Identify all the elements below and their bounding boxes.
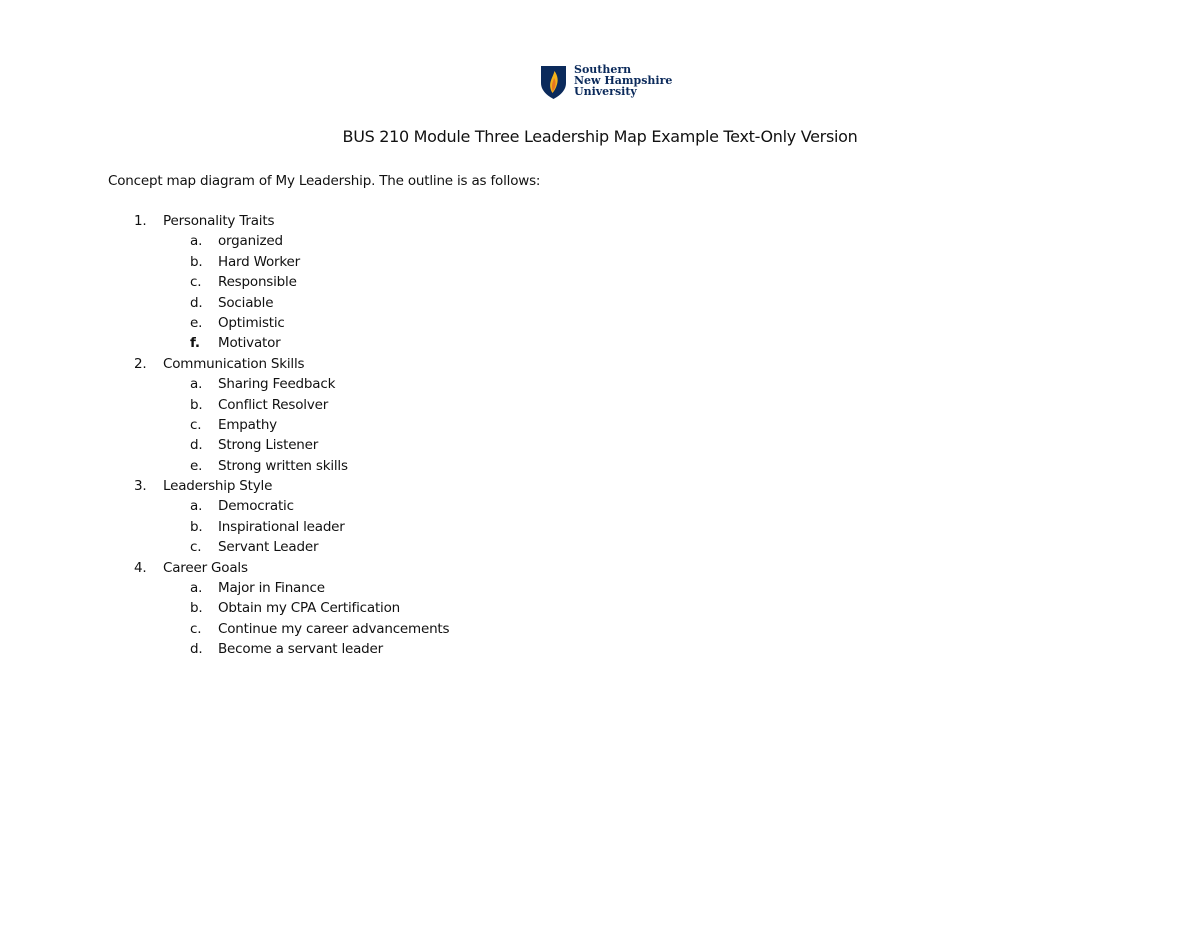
item-letter: b.	[190, 518, 203, 535]
list-item	[134, 415, 449, 435]
item-letter: e.	[190, 457, 203, 474]
item-text: Hard Worker	[218, 253, 300, 270]
list-item	[134, 272, 449, 292]
flame-shield-icon	[540, 65, 567, 100]
logo-line-2: New Hampshire	[574, 74, 673, 87]
section-label: Leadership Style	[163, 478, 273, 495]
section-number: 4.	[134, 559, 147, 576]
item-text: Conflict Resolver	[218, 396, 329, 413]
item-text: Major in Finance	[218, 580, 325, 597]
section-career-goals	[134, 558, 449, 578]
item-letter: c.	[190, 416, 202, 433]
list-item	[134, 496, 449, 516]
item-text: Empathy	[218, 416, 277, 433]
logo-line-1: Southern	[574, 63, 632, 76]
item-text: Democratic	[218, 498, 294, 515]
item-letter: b.	[190, 396, 203, 413]
item-letter: d.	[190, 437, 203, 454]
item-text: Servant Leader	[218, 539, 319, 556]
item-letter: c.	[190, 539, 202, 556]
intro-paragraph: Concept map diagram of My Leadership. The outline is as follows:	[108, 173, 541, 189]
item-text: Obtain my CPA Certification	[218, 600, 401, 617]
item-text: Become a servant leader	[218, 641, 384, 658]
list-item	[134, 578, 449, 598]
item-text: Optimistic	[218, 314, 285, 331]
item-letter: a.	[190, 376, 203, 393]
section-label: Personality Traits	[163, 213, 275, 229]
list-item	[134, 619, 449, 639]
list-item	[134, 252, 449, 272]
list-item	[134, 374, 449, 394]
section-number: 1.	[134, 213, 147, 229]
list-item	[134, 598, 449, 618]
item-text: Continue my career advancements	[218, 620, 450, 637]
item-letter: e.	[190, 314, 203, 331]
section-leadership-style	[134, 476, 449, 496]
item-text: Strong Listener	[218, 437, 319, 454]
item-text: Strong written skills	[218, 457, 348, 474]
item-letter: c.	[190, 620, 202, 637]
list-item	[134, 517, 449, 537]
item-text: Inspirational leader	[218, 518, 345, 535]
item-letter: f.	[190, 335, 200, 352]
item-letter: a.	[190, 580, 203, 597]
list-item	[134, 435, 449, 455]
item-letter: d.	[190, 294, 203, 311]
section-communication-skills	[134, 354, 449, 374]
item-letter: b.	[190, 253, 203, 270]
item-letter: b.	[190, 600, 203, 617]
section-personality-traits	[134, 211, 449, 231]
item-text: organized	[218, 233, 283, 250]
item-text: Responsible	[218, 274, 297, 291]
leadership-outline	[134, 211, 449, 660]
list-item	[134, 537, 449, 557]
list-item	[134, 313, 449, 333]
section-number: 3.	[134, 478, 147, 495]
section-label: Career Goals	[163, 559, 248, 576]
list-item	[134, 333, 449, 353]
logo-wordmark	[574, 64, 672, 97]
snhu-logo	[540, 65, 672, 100]
list-item	[134, 231, 449, 251]
list-item	[134, 456, 449, 476]
section-label: Communication Skills	[163, 355, 305, 372]
list-item	[134, 395, 449, 415]
list-item	[134, 293, 449, 313]
document-title: BUS 210 Module Three Leadership Map Example Text-Only Version	[342, 127, 858, 146]
item-text: Motivator	[218, 335, 281, 352]
item-letter: a.	[190, 233, 203, 250]
item-text: Sharing Feedback	[218, 376, 336, 393]
item-letter: d.	[190, 641, 203, 658]
logo-line-3: University	[574, 85, 637, 98]
list-item	[134, 639, 449, 659]
item-letter: a.	[190, 498, 203, 515]
section-number: 2.	[134, 355, 147, 372]
item-letter: c.	[190, 274, 202, 291]
item-text: Sociable	[218, 294, 274, 311]
